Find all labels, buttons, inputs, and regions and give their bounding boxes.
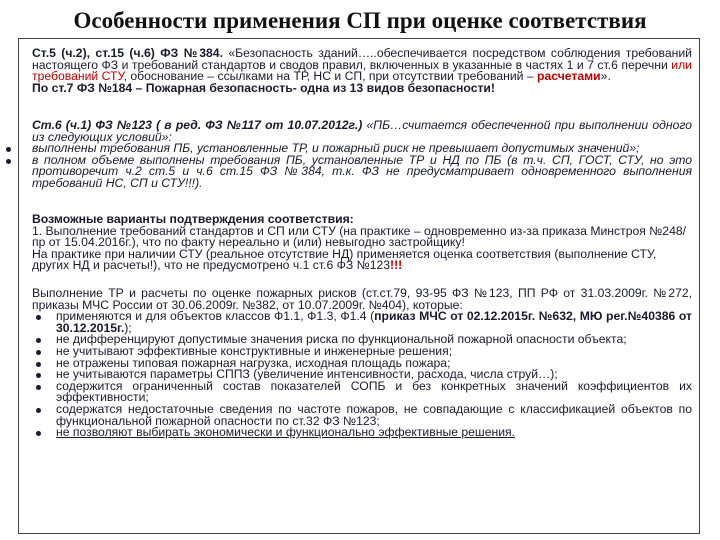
block-confirmation-options <box>32 214 692 272</box>
law-123-quote: «ПБ…считается обеспеченной при выполнении одного из следующих условий»: <box>32 118 693 144</box>
risk-item-classes-text: применяются и для объектов классов Ф1.1, Ф1.3, Ф1.4 ( <box>56 309 375 324</box>
risk-item-classes-end: ); <box>124 320 132 335</box>
law-384-quote: «Безопасность зданий…..обеспечивается посредством соблюдения требований настоящего ФЗ и требований стандартов и сводов правил, включенных в указанные в частях 1 и 7 ст.6 перечни <box>32 46 692 72</box>
risk-assessment-intro: Выполнение ТР и расчеты по оценке пожарных рисков (ст.ст.79, 93-95 ФЗ №123, ПП РФ от 31.03.2009г. №272, приказы МЧС России от 30.06.2009г. №382, от 10.07.2009г. №404), которые: <box>32 286 692 312</box>
risk-item-text: не дифференцируют допустимые значения риска по функциональной пожарной опасности объекта; <box>56 332 627 347</box>
risk-item-classes <box>32 311 692 334</box>
mchs-order-reference: приказ МЧС от 02.12.2015г. №632, МЮ рег.№40386 от 30.12.2015г. <box>56 309 692 335</box>
law-384-paragraph <box>32 48 692 83</box>
risk-item-text: не учитывают эффективные конструктивные и инженерные решения; <box>56 343 453 358</box>
risk-item-text: не позволяют выбирать экономически и функционально эффективные решения. <box>56 425 516 440</box>
law-123-condition-2 <box>32 152 692 190</box>
law-123-reference: Ст.6 (ч.1) ФЗ №123 ( в ред. ФЗ №117 от 10.07.2012г.) <box>32 118 363 132</box>
bullet-icon <box>36 373 41 378</box>
bullet-icon <box>6 159 11 164</box>
block-law-384 <box>32 48 692 94</box>
law-184-statement: По ст.7 ФЗ №184 – Пожарная безопасность- одна из 13 видов безопасности! <box>32 80 495 95</box>
bullet-icon <box>36 408 41 413</box>
bullet-icon <box>36 362 41 367</box>
bullet-icon <box>36 315 41 320</box>
law-384-quote-cont: , обоснование – ссылками на ТР, НС и СП, при отсутствии требований – <box>123 69 538 84</box>
block-law-123 <box>32 120 692 190</box>
bullet-icon <box>36 385 41 390</box>
bullet-icon <box>6 147 11 152</box>
block-risk-assessment <box>32 288 692 439</box>
risk-item <box>32 378 692 405</box>
law-384-reference: Ст.5 (ч.2), ст.15 (ч.6) ФЗ №384. <box>32 46 223 60</box>
law-123-paragraph <box>32 120 692 143</box>
risk-item-text: не отражены типовая пожарная нагрузка, исходная площадь пожара; <box>56 355 451 370</box>
condition-2-text: в полном объеме выполнены требования ПБ, установленные ТР и НД по ПБ (в т.ч. СП, ГОСТ, СТУ, но это противоречит ч.2 ст.5 и ч.6 ст.15 ФЗ №384, т.к. ФЗ не предусматривает одновременного выполнения требований НС, СП и СТУ!!!). <box>32 152 692 190</box>
confirmation-practice-note <box>32 246 692 273</box>
law-384-stu-highlight: или требований СТУ <box>32 57 692 84</box>
risk-item-text: содержатся недостаточные сведения по частоте пожаров, не совпадающие с классификацией объектов по функциональной пожарной опасности по ст.32 ФЗ №123; <box>56 401 692 428</box>
risk-item <box>32 427 692 439</box>
risk-item <box>32 401 692 428</box>
bullet-icon <box>36 350 41 355</box>
slide-title: Особенности применения СП при оценке соответствия <box>73 8 647 33</box>
law-384-calc-highlight: расчетами <box>537 69 601 84</box>
confirmation-option-1: 1. Выполнение требований стандартов и СП или СТУ (на практике – одновременно из-за приказа Минстроя №248/пр от 15.04.2016г.), что по факту нереально и (или) невыгодно застройщику! <box>32 223 687 250</box>
practice-note-text: На практике при наличии СТУ (реальное отсутствие НД) применяется оценка соответствия (выполнение СТУ, других НД и расчеты!), что не предусмотрено ч.1 ст.6 ФЗ №123 <box>32 246 657 273</box>
bullet-icon <box>36 338 41 343</box>
bullet-icon <box>36 431 41 436</box>
law-384-quote-end: ». <box>600 69 611 84</box>
condition-1-text: выполнены требования ПБ, установленные ТР, и пожарный риск не превышает допустимых значений»; <box>32 141 640 156</box>
confirmation-heading: Возможные варианты подтверждения соответствия: <box>32 212 354 226</box>
practice-note-exclamation: !!! <box>390 258 403 273</box>
risk-item-text: содержится ограниченный состав показателей СОПБ и без конкретных значений коэффициентов их эффективности; <box>56 378 692 405</box>
risk-item-text: не учитываются параметры СППЗ (увеличение интенсивности, расхода, числа струй…); <box>56 367 558 382</box>
